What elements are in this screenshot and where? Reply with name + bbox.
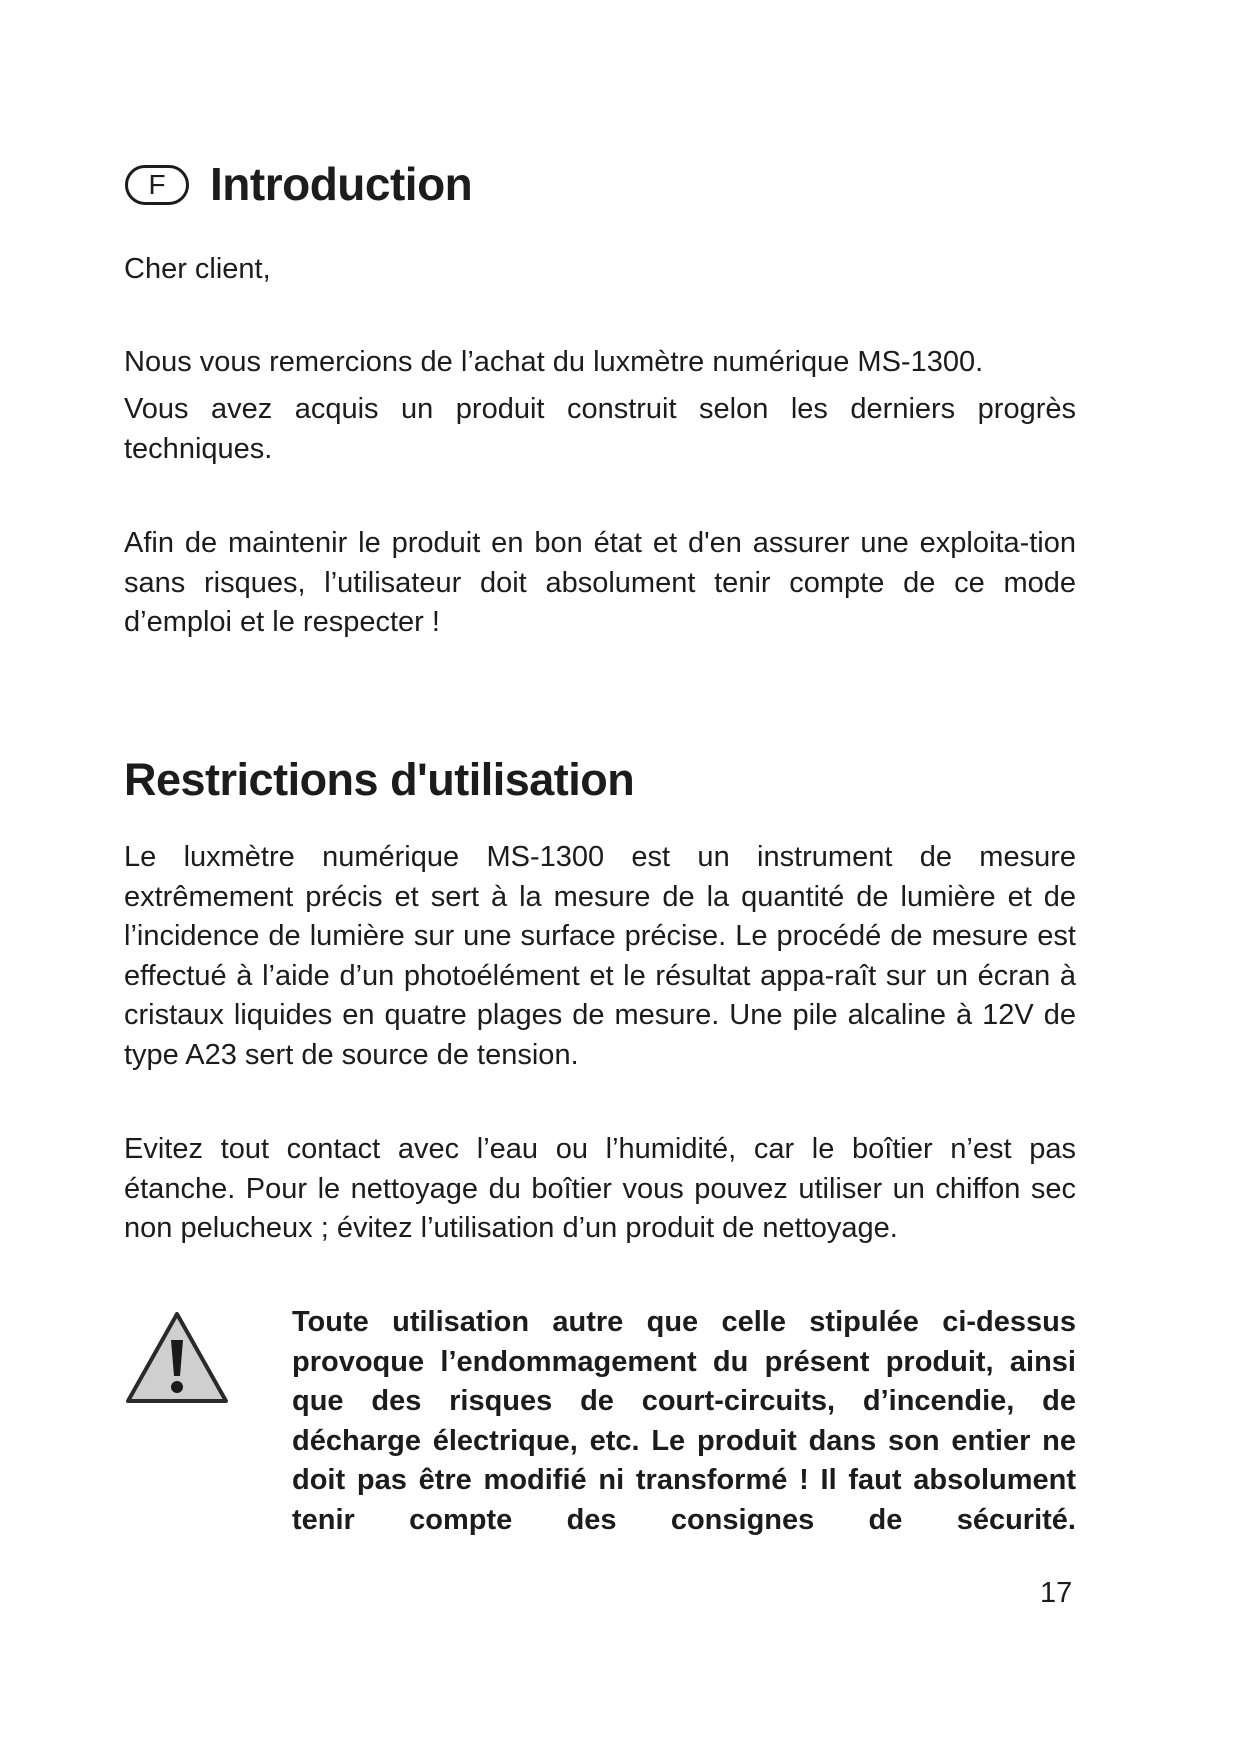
warning-triangle-icon: [124, 1310, 230, 1406]
language-badge: F: [125, 165, 189, 205]
warning-text: Toute utilisation autre que celle stipulée ci-dessus provoque l’endommagement du présent produit, ainsi que des risques de court-circuits, d’incendie, de décharge électrique, etc. Le produit dans son entier ne doit pas être modifié ni transformé ! Il faut absolument tenir compte des consignes de sécurité.: [292, 1306, 1076, 1536]
intro-sentence-1: Nous vous remercions de l’achat du luxmètre numérique MS-1300.: [124, 346, 984, 378]
page-number: 17: [1040, 1577, 1073, 1609]
intro-paragraph-2: Afin de maintenir le produit en bon état et d'en assurer une exploita-tion sans risques, l’utilisateur doit absolument tenir compte de ce mode d’emploi et le respecter !: [124, 527, 1076, 638]
section-title: Restrictions d'utilisation: [124, 754, 635, 805]
greeting: Cher client,: [124, 253, 271, 285]
page-title: Introduction: [210, 158, 473, 210]
restrictions-paragraph-2: Evitez tout contact avec l’eau ou l’humidité, car le boîtier n’est pas étanche. Pour le nettoyage du boîtier vous pouvez utiliser un chiffon sec non pelucheux ; évitez l’utilisation d’un produit de nettoyage.: [124, 1133, 1076, 1244]
intro-sentence-2: Vous avez acquis un produit construit selon les derniers progrès techniques.: [124, 393, 1076, 465]
restrictions-paragraph-1: Le luxmètre numérique MS-1300 est un instrument de mesure extrêmement précis et sert à la mesure de la quantité de lumière et de l’incidence de lumière sur une surface précise. Le procédé de mesure est effectué à l’aide d’un photoélément et le résultat appa-raît sur un écran à cristaux liquides en quatre plages de mesure. Une pile alcaline à 12V de type A23 sert de source de tension.: [124, 841, 1076, 1071]
